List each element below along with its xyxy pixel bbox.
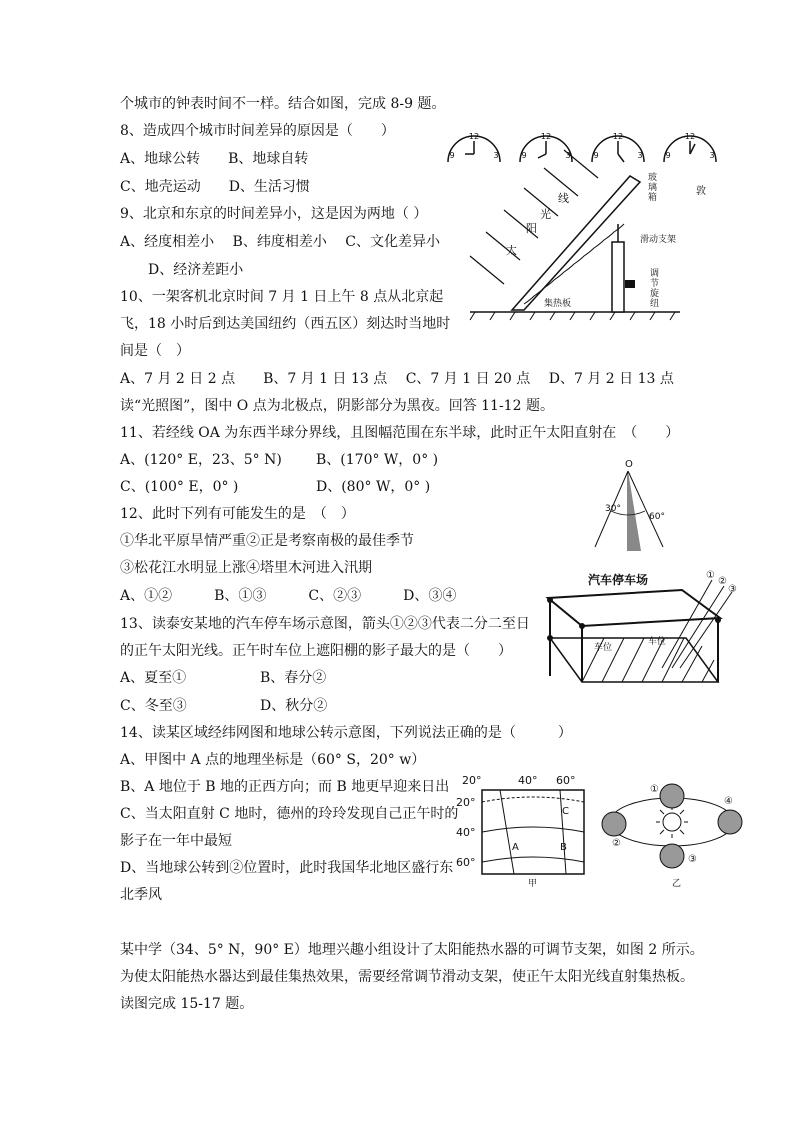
q11-stem: 11、若经线 OA 为东西半球分界线，且图幅范围在东半球，此时正午太阳直射在 （ ） [120,425,680,441]
collector-label: 集热板 [544,299,572,309]
q14-option-a: A、甲图中 A 点的地理坐标是（60° S，20° w） [120,752,426,768]
arrow-1: ① [706,570,715,581]
orbit-figure-yi [598,774,746,890]
lat-60: 60° [456,856,476,869]
clock4-city-label: 敦 [696,186,706,197]
q9-option-d: D、经济差距小 [148,262,244,278]
passage-line-3: 读图完成 15-17 题。 [120,996,254,1012]
q13-option-a: A、夏至① [120,670,187,686]
read-light-map: 读“光照图”，图中 O 点为北极点，阴影部分为黑夜。回答 11-12 题。 [120,398,554,414]
parking-lot-figure [542,566,738,690]
q11-option-a: A、(120° E，23、5° N) [120,452,282,468]
earth-2 [602,812,626,836]
parking-title: 汽车停车场 [588,573,649,587]
q8-stem: 8、造成四个城市时间差异的原因是（ ） [120,123,395,139]
arrow-2: ② [718,576,727,587]
lon-60: 60° [556,774,576,787]
slot-label-1: 车位 [594,643,613,653]
slot-label-2: 车位 [648,637,667,647]
grid-figure-jia [452,772,588,890]
point-b: B [560,842,567,853]
light-map-figure [585,455,675,555]
q14-option-d-2: 北季风 [120,887,162,903]
q8-options-ab: A、地球公转 B、地球自转 [120,151,309,167]
knob-1: 调 [650,269,660,279]
knob-2: 节 [650,279,660,289]
clock2-12: 12 [540,132,552,141]
caption-yi: 乙 [672,879,682,889]
lat-20: 20° [456,796,476,809]
lat-40: 40° [456,826,476,839]
q10-options: A、7 月 2 日 2 点 B、7 月 1 日 13 点 C、7 月 1 日 20 点 D、7 月 2 日 13 点 [120,371,674,387]
q13-option-c: C、冬至③ [120,698,187,714]
q13-option-d: D、秋分② [260,698,328,714]
clocks-and-heater-figure [440,124,730,324]
clock4-12: 12 [684,132,696,141]
q14-option-c-2: 影子在一年中最短 [120,833,232,849]
q12-stem: 12、此时下列有可能发生的是 （ ） [120,506,355,522]
clock1-9: 9 [449,151,455,160]
lon-40: 40° [518,774,538,787]
clock3-3: 3 [637,151,643,160]
passage-line-2: 为使太阳能热水器达到最佳集热效果，需要经常调节滑动支架，使正午太阳光线直射集热板。 [120,969,694,985]
sun-icon [663,813,681,831]
slide-bracket-label: 滑动支架 [640,235,677,245]
q12-options: A、①② B、①③ C、②③ D、③④ [120,588,457,604]
q12-statements-1: ①华北平原旱情严重②正是考察南极的最佳季节 [120,533,414,549]
clock1-3: 3 [493,151,499,160]
clock2-9: 9 [521,151,527,160]
q13-stem-2: 的正午太阳光线。正午时车位上遮阳棚的影子最大的是（ ） [120,643,512,659]
q13-option-b: B、春分② [260,670,327,686]
caption-jia: 甲 [528,879,538,889]
point-a: A [512,842,519,853]
arrow-3: ③ [728,584,737,595]
q14-option-c-1: C、当太阳直射 C 地时，德州的玲玲发现自己正午时的 [120,806,459,822]
q8-options-cd: C、地壳运动 D、生活习惯 [120,179,310,195]
knob-4: 纽 [650,299,660,309]
lon-20: 20° [462,774,482,787]
pos-3: ③ [688,854,697,865]
sun-char-2: 阳 [526,222,537,235]
q10-stem-2: 飞，18 小时后到达美国纽约（西五区）刻达时当地时 [120,316,451,332]
glass-box-2: 璃 [648,183,658,193]
q10-stem-1: 10、一架客机北京时间 7 月 1 日上午 8 点从北京起 [120,289,444,305]
sun-char-3: 光 [540,208,551,221]
intro-line: 个城市的钟表时间不一样。结合如图，完成 8-9 题。 [120,96,446,112]
q14-option-b: B、A 地位于 B 地的正西方向；而 B 地更早迎来日出 [120,779,450,795]
sliding-bracket [612,242,624,312]
knob-3: 旋 [650,289,660,299]
earth-3 [660,844,684,868]
pole-label: O [625,459,633,470]
pos-4: ④ [724,796,733,807]
point-c: C [562,806,569,817]
q11-option-c: C、(100° E，0° ) [120,479,239,495]
earth-4 [718,810,742,834]
passage-line-1: 某中学（34、5° N，90° E）地理兴趣小组设计了太阳能热水器的可调节支架，如图 2 所示。 [120,942,704,958]
clock3-9: 9 [593,151,599,160]
sun-char-4: 线 [558,192,569,205]
clock2-3: 3 [565,151,571,160]
clock4-9: 9 [665,151,671,160]
pos-2: ② [612,838,621,849]
glass-box-1: 玻 [648,173,658,183]
q9-stem: 9、北京和东京的时间差异小，这是因为两地（ ） [120,206,428,222]
canopy-roof [548,590,720,626]
q13-stem-1: 13、读泰安某地的汽车停车场示意图，箭头①②③代表二分二至日 [120,616,530,632]
clock3-12: 12 [612,132,624,141]
q11-option-b: B、(170° W，0° ) [316,452,439,468]
q14-option-d-1: D、当地球公转到②位置时，此时我国华北地区盛行东 [120,860,454,876]
angle-60: 60° [649,512,665,522]
clock1-12: 12 [468,132,480,141]
q11-option-d: D、(80° W，0° ) [316,479,431,495]
pos-1: ① [650,784,659,795]
q9-options-abc: A、经度相差小 B、纬度相差小 C、文化差异小 [120,234,441,250]
q12-statements-2: ③松花江水明显上涨④塔里木河进入汛期 [120,560,372,576]
q14-stem: 14、读某区域经纬网图和地球公转示意图，下列说法正确的是（ ） [120,725,572,741]
q10-stem-3: 间是（ ） [120,343,190,359]
glass-box-3: 箱 [648,193,658,203]
earth-1 [660,784,684,808]
sun-char-1: 太 [506,244,517,257]
angle-30: 30° [605,504,621,514]
clock4-3: 3 [709,151,715,160]
knob [625,280,635,288]
